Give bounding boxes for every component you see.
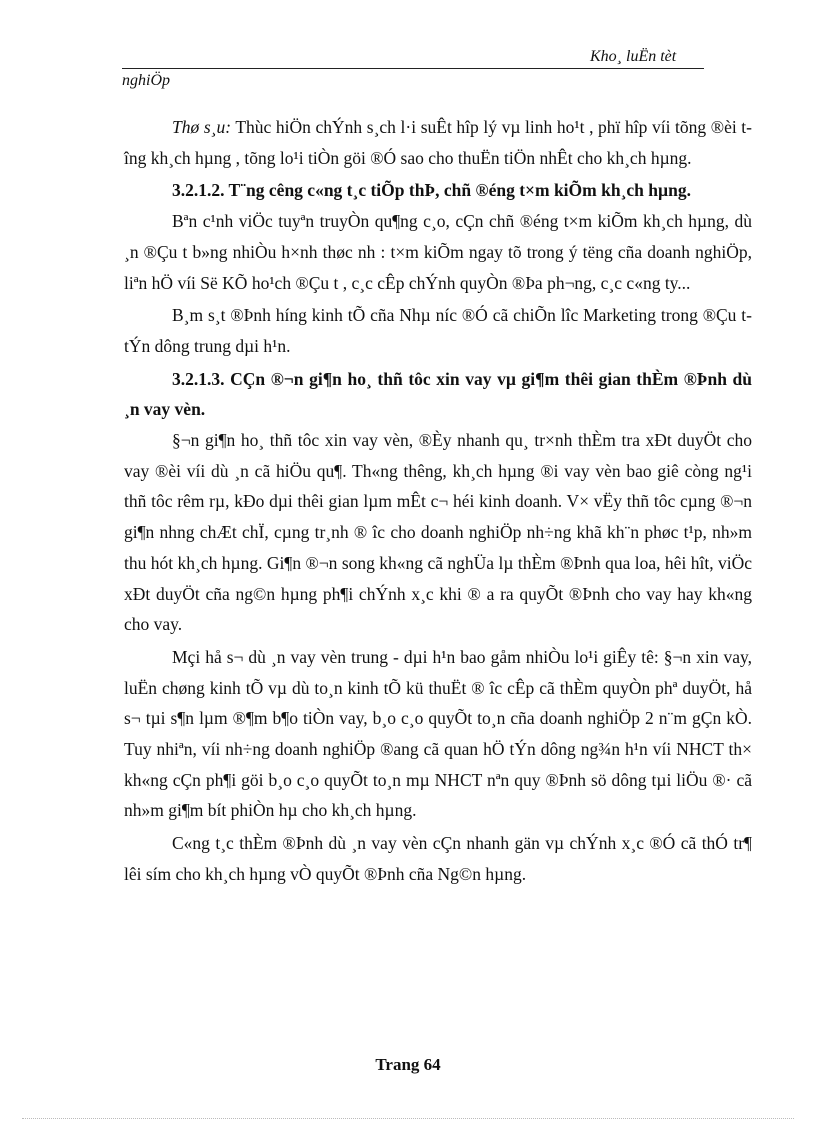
section-heading-3-2-1-3: 3.2.1.3. CÇn ®¬n gi¶n ho¸ thñ tôc xin vay vµ gi¶m thêi gian thÈm ®Þnh dù ¸n vay vèn. [124, 368, 752, 420]
header-title-continued: nghiÖp [122, 72, 170, 89]
page-number: Trang 64 [375, 1055, 441, 1074]
page-body [124, 112, 752, 890]
header-rule [122, 68, 704, 69]
paragraph-1-lead: Thø s¸u: [172, 117, 232, 137]
paragraph-1-text: Thùc hiÖn chÝnh s¸ch l·i suÊt hîp lý vµ linh ho¹t , phï hîp víi tõng ®èi tîng kh¸ch hµng , tõng lo¹i tiÒn göi ®Ó sao cho thuËn tiÖn nhÊt cho kh¸ch hµng. [124, 117, 752, 168]
page-bottom-border [22, 1118, 794, 1119]
paragraph-5: Mçi hå s¬ dù ¸n vay vèn trung - dµi h¹n bao gåm nhiÒu lo¹i giÊy tê: §¬n xin vay, luËn chøng kinh tÕ vµ dù to¸n kinh tÕ kü thuËt ® îc cÊp cã thÈm quyÒn phª duyÖt, hå s¬ tµi s¶n lµm ®¶m b¶o tiÒn vay, b¸o c¸o quyÕt to¸n cña doanh nghiÖp 2 n¨m gÇn kÒ. Tuy nhiªn, víi nh÷ng doanh nghiÖp ®ang cã quan hÖ tÝn dông ng¾n h¹n víi NHCT th× kh«ng cÇn ph¶i göi b¸o c¸o quyÕt to¸n mµ NHCT nªn quy ®Þnh sö dông tµi liÖu ®· cã nh»m gi¶m bít phiÒn hµ cho kh¸ch hµng. [124, 646, 752, 821]
paragraph-6: C«ng t¸c thÈm ®Þnh dù ¸n vay vèn cÇn nhanh gän vµ chÝnh x¸c ®Ó cã thÓ tr¶ lêi sím cho kh¸ch hµng vÒ quyÕt ®Þnh cña Ng©n hµng. [124, 833, 752, 884]
paragraph-3: B¸m s¸t ®Þnh híng kinh tÕ cña Nhµ níc ®Ó cã chiÕn lîc Marketing trong ®Çu t tÝn dông trung dµi h¹n. [124, 305, 752, 356]
section-heading-3-2-1-2: 3.2.1.2. T¨ng cêng c«ng t¸c tiÕp thÞ, chñ ®éng t×m kiÕm kh¸ch hµng. [172, 180, 691, 201]
paragraph-4: §¬n gi¶n ho¸ thñ tôc xin vay vèn, ®Èy nhanh qu¸ tr×nh thÈm tra xÐt duyÖt cho vay ®èi víi dù ¸n cã hiÖu qu¶. Th«ng thêng, kh¸ch hµng ®i vay vèn bao giê còng ng¹i thñ tôc rêm rµ, kÐo dµi thêi gian lµm mÊt c¬ héi kinh doanh. V× vËy thñ tôc cµng ®¬n gi¶n nhng chÆt chÏ, cµng tr¸nh ® îc cho doanh nghiÖp nh÷ng khã kh¨n phøc t¹p, nh»m thu hót kh¸ch hµng. Gi¶n ®¬n song kh«ng cã nghÜa lµ thÈm ®Þnh qua loa, hêi hît, viÖc xÐt duyÖt cña ng©n hµng ph¶i chÝnh x¸c khi ® a ra quyÕt ®Þnh cho vay hay kh«ng cho vay. [124, 430, 752, 635]
paragraph-2: Bªn c¹nh viÖc tuyªn truyÒn qu¶ng c¸o, cÇn chñ ®éng t×m kiÕm kh¸ch hµng, dù ¸n ®Çu t b»ng nhiÒu h×nh thøc nh : t×m kiÕm ngay tõ trong ý tëng cña doanh nghiÖp, liªn hÖ víi Së KÕ ho¹ch ®Çu t , c¸c cÊp chÝnh quyÒn ®Þa ph¬ng, c¸c c«ng ty... [124, 211, 752, 293]
paragraph-1 [124, 112, 752, 173]
header-title: Kho¸ luËn tèt [590, 48, 677, 65]
